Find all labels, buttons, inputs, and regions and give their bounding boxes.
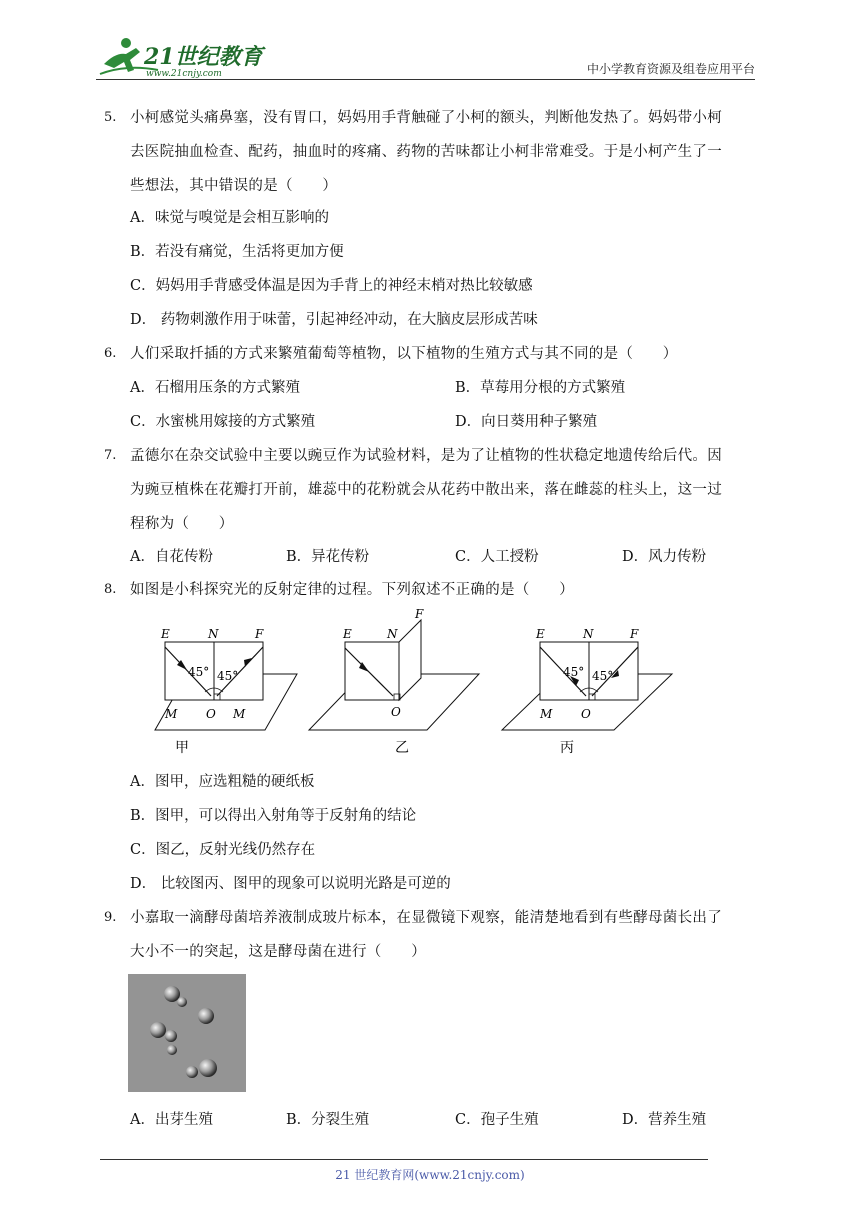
question-9-line-2: 大小不一的突起，这是酵母菌在进行（ ） <box>130 944 426 960</box>
question-9-line-1: 小嘉取一滴酵母菌培养液制成玻片标本，在显微镜下观察，能清楚地看到有些酵母菌长出了 <box>130 910 722 926</box>
angle-incidence: 45° <box>188 665 210 679</box>
label-e: E <box>343 627 352 641</box>
label-m: M <box>165 707 178 721</box>
label-f: F <box>415 607 424 621</box>
label-n: N <box>387 627 398 641</box>
logo-url: www.21cnjy.com <box>146 69 222 79</box>
figure-caption-bing: 丙 <box>560 740 574 756</box>
figure-caption-yi: 乙 <box>395 740 409 756</box>
figure-caption-jia: 甲 <box>175 740 189 756</box>
footer-text[interactable]: 21 世纪教育网(www.21cnjy.com) <box>335 1168 525 1182</box>
site-logo <box>96 34 276 80</box>
question-7-option-d[interactable]: D．风力传粉 <box>622 549 707 565</box>
question-9-number: 9. <box>104 910 117 925</box>
angle-reflection: 45° <box>217 669 239 683</box>
reflection-diagram-bing <box>500 612 680 760</box>
question-6-option-c[interactable]: C．水蜜桃用嫁接的方式繁殖 <box>130 414 316 430</box>
question-5-option-b[interactable]: B．若没有痛觉，生活将更加方便 <box>130 244 344 260</box>
question-8-number: 8. <box>104 582 117 597</box>
label-o: O <box>206 707 216 721</box>
question-5-number: 5. <box>104 110 117 125</box>
label-m: M <box>540 707 553 721</box>
question-7-line-1: 孟德尔在杂交试验中主要以豌豆作为试验材料，是为了让植物的性状稳定地遗传给后代。因 <box>130 448 722 464</box>
question-6-number: 6. <box>104 346 117 361</box>
question-8-option-a[interactable]: A．图甲，应选粗糙的硬纸板 <box>130 774 315 790</box>
reflection-diagram-jia <box>125 612 303 760</box>
question-6-option-d[interactable]: D．向日葵用种子繁殖 <box>455 414 598 430</box>
question-9-option-c[interactable]: C．孢子生殖 <box>455 1112 539 1128</box>
question-8-line-1: 如图是小科探究光的反射定律的过程。下列叙述不正确的是（ ） <box>130 582 574 598</box>
runner-logo-icon <box>96 34 276 80</box>
angle-reflection: 45° <box>592 669 614 683</box>
reflection-diagram-yi <box>307 606 487 760</box>
question-7-option-a[interactable]: A．自花传粉 <box>130 549 213 565</box>
question-5-option-d[interactable]: D． 药物刺激作用于味蕾，引起神经冲动，在大脑皮层形成苦味 <box>130 312 538 328</box>
question-7-line-2: 为豌豆植株在花瓣打开前，雄蕊中的花粉就会从花药中散出来，落在雌蕊的柱头上，这一过 <box>130 482 722 498</box>
question-7-option-b[interactable]: B．异花传粉 <box>286 549 370 565</box>
question-8-option-d[interactable]: D． 比较图丙、图甲的现象可以说明光路是可逆的 <box>130 876 451 892</box>
question-9-option-d[interactable]: D．营养生殖 <box>622 1112 707 1128</box>
question-7-number: 7. <box>104 448 117 463</box>
question-5-option-c[interactable]: C．妈妈用手背感受体温是因为手背上的神经末梢对热比较敏感 <box>130 278 533 294</box>
label-m: M <box>233 707 246 721</box>
question-5-line-1: 小柯感觉头痛鼻塞，没有胃口，妈妈用手背触碰了小柯的额头，判断他发热了。妈妈带小柯 <box>130 110 722 126</box>
question-6-option-b[interactable]: B．草莓用分根的方式繁殖 <box>455 380 626 396</box>
label-e: E <box>161 627 170 641</box>
question-8-option-b[interactable]: B．图甲，可以得出入射角等于反射角的结论 <box>130 808 417 824</box>
platform-name: 中小学教育资源及组卷应用平台 <box>586 62 755 76</box>
question-8-option-c[interactable]: C．图乙，反射光线仍然存在 <box>130 842 316 858</box>
question-6-line-1: 人们采取扦插的方式来繁殖葡萄等植物，以下植物的生殖方式与其不同的是（ ） <box>130 346 678 362</box>
label-f: F <box>255 627 264 641</box>
label-o: O <box>581 707 591 721</box>
header-divider <box>96 79 755 80</box>
footer-divider <box>100 1159 708 1160</box>
label-n: N <box>208 627 219 641</box>
question-6-option-a[interactable]: A．石榴用压条的方式繁殖 <box>130 380 300 396</box>
angle-incidence: 45° <box>563 665 585 679</box>
question-5-option-a[interactable]: A．味觉与嗅觉是会相互影响的 <box>130 210 329 226</box>
label-o: O <box>391 705 401 719</box>
question-7-option-c[interactable]: C．人工授粉 <box>455 549 539 565</box>
question-9-option-b[interactable]: B．分裂生殖 <box>286 1112 370 1128</box>
question-5-line-3: 些想法，其中错误的是（ ） <box>130 178 338 194</box>
yeast-micrograph-image <box>128 974 246 1092</box>
question-7-line-3: 程称为（ ） <box>130 516 234 532</box>
label-n: N <box>583 627 594 641</box>
label-e: E <box>536 627 545 641</box>
question-5-line-2: 去医院抽血检查、配药，抽血时的疼痛、药物的苦味都让小柯非常难受。于是小柯产生了一 <box>130 144 722 160</box>
question-9-option-a[interactable]: A．出芽生殖 <box>130 1112 213 1128</box>
logo-text: 21世纪教育 <box>144 44 263 70</box>
label-f: F <box>630 627 639 641</box>
